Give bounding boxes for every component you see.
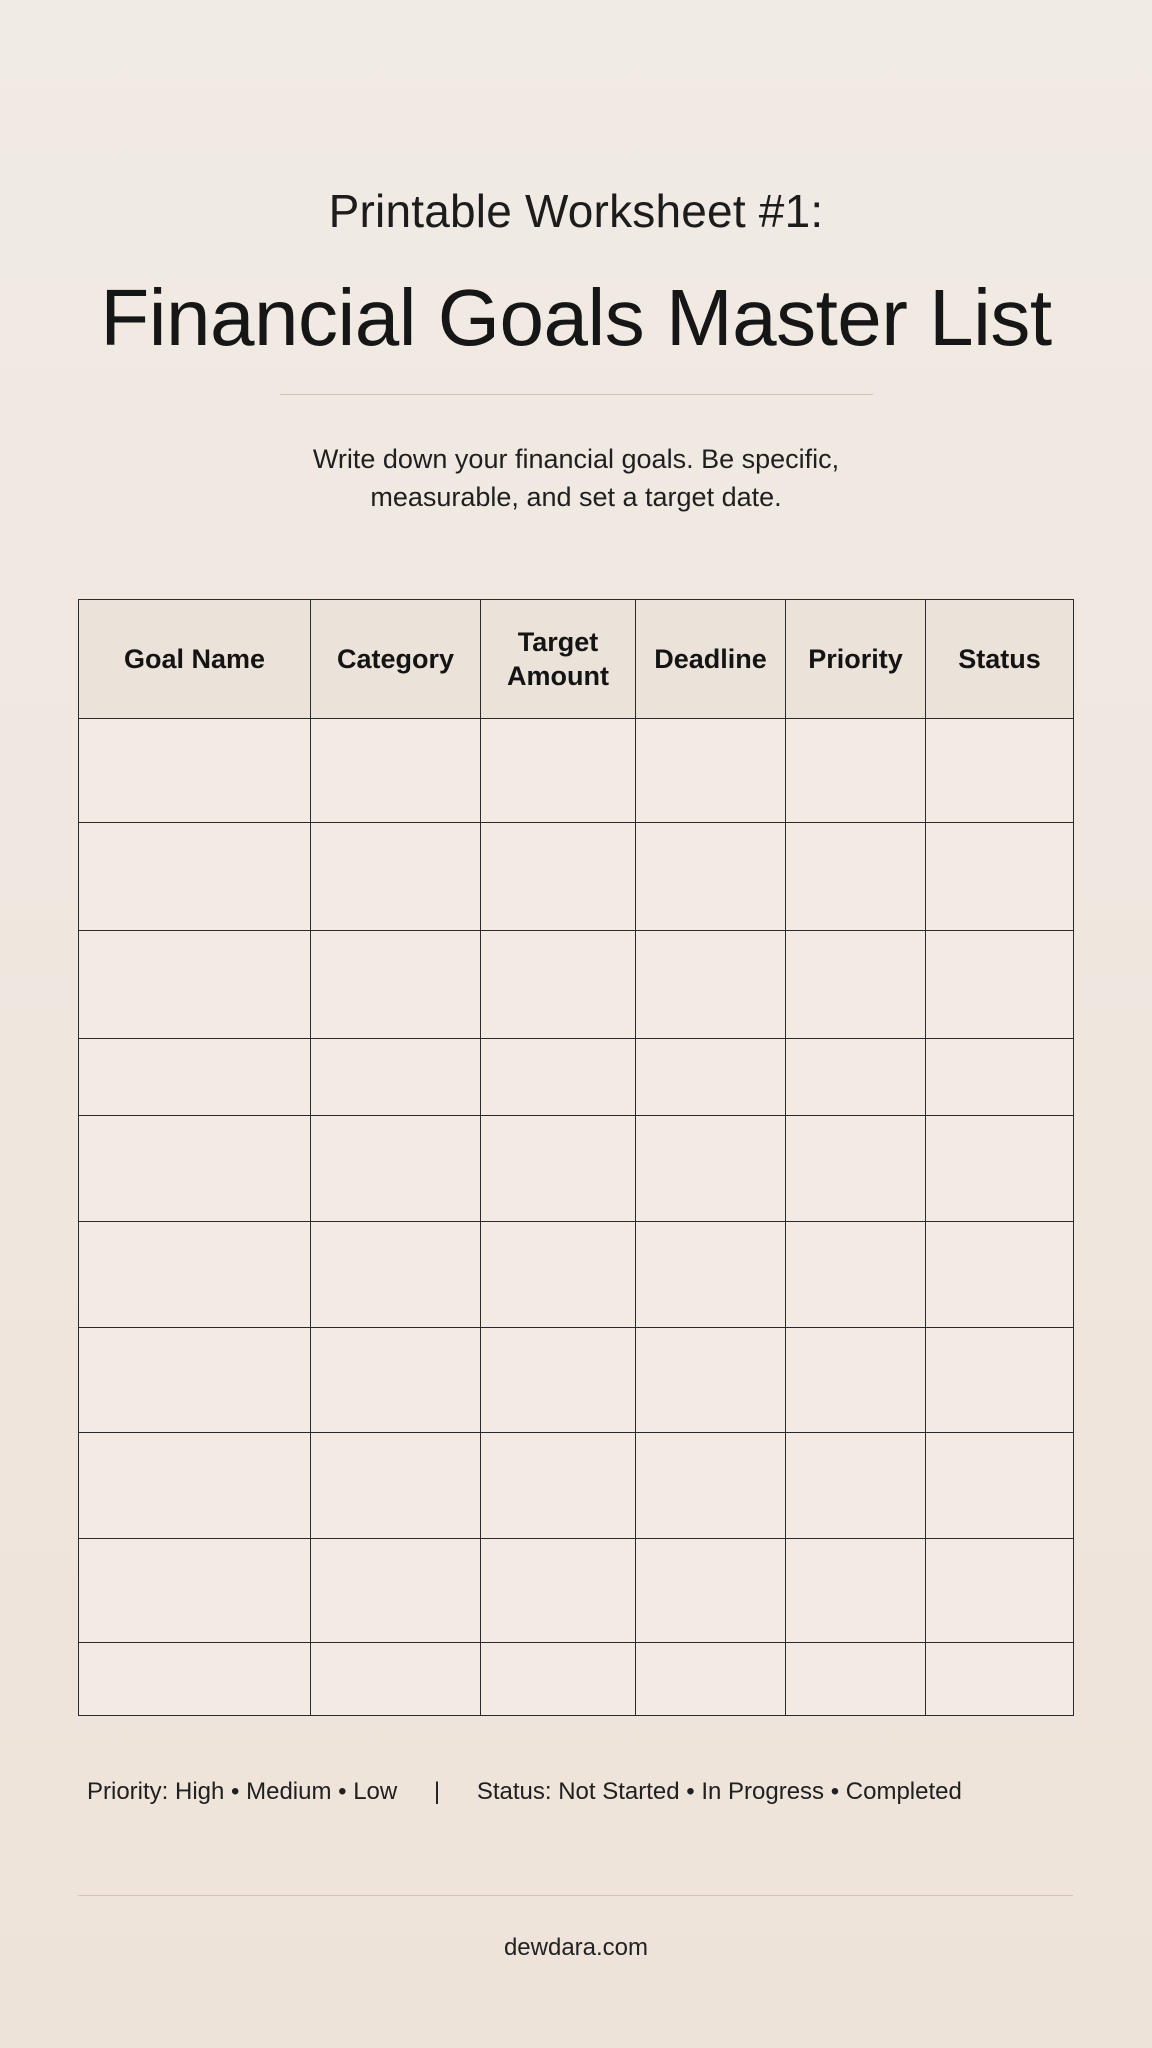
goal-name-cell[interactable]	[79, 1116, 311, 1222]
legend	[87, 1778, 962, 1806]
goal-name-cell[interactable]	[79, 1328, 311, 1433]
table-row	[79, 1643, 1074, 1716]
priority-cell[interactable]	[786, 1116, 926, 1222]
category-cell[interactable]	[311, 1433, 481, 1539]
priority-cell[interactable]	[786, 1643, 926, 1716]
status-cell[interactable]	[926, 1116, 1074, 1222]
column-header-target-amount-line-2: Amount	[507, 661, 609, 691]
priority-cell[interactable]	[786, 1539, 926, 1643]
category-cell[interactable]	[311, 931, 481, 1039]
status-cell[interactable]	[926, 931, 1074, 1039]
category-cell[interactable]	[311, 1116, 481, 1222]
deadline-cell[interactable]	[636, 1539, 786, 1643]
goal-name-cell[interactable]	[79, 931, 311, 1039]
status-cell[interactable]	[926, 1433, 1074, 1539]
worksheet-subtitle: Printable Worksheet #1:	[328, 185, 824, 237]
table-row	[79, 1539, 1074, 1643]
category-cell[interactable]	[311, 1328, 481, 1433]
target-amount-cell[interactable]	[481, 1328, 636, 1433]
column-header-target-amount	[481, 600, 636, 719]
column-header-status: Status	[926, 600, 1074, 719]
column-header-goal-name: Goal Name	[79, 600, 311, 719]
table-row	[79, 1433, 1074, 1539]
status-cell[interactable]	[926, 1039, 1074, 1116]
footer-site: dewdara.com	[503, 1934, 649, 1961]
goal-name-cell[interactable]	[79, 1222, 311, 1328]
status-cell[interactable]	[926, 719, 1074, 823]
table-row	[79, 1116, 1074, 1222]
status-cell[interactable]	[926, 823, 1074, 931]
footer-divider	[78, 1895, 1073, 1896]
priority-legend: Priority: High • Medium • Low	[87, 1778, 398, 1805]
table-row	[79, 931, 1074, 1039]
legend-separator: |	[433, 1778, 441, 1805]
column-header-category: Category	[311, 600, 481, 719]
table-header-row	[79, 600, 1074, 719]
goal-name-cell[interactable]	[79, 823, 311, 931]
status-cell[interactable]	[926, 1328, 1074, 1433]
deadline-cell[interactable]	[636, 931, 786, 1039]
table-row	[79, 823, 1074, 931]
status-legend: Status: Not Started • In Progress • Completed	[476, 1778, 962, 1805]
target-amount-cell[interactable]	[481, 1039, 636, 1116]
deadline-cell[interactable]	[636, 1328, 786, 1433]
priority-cell[interactable]	[786, 1328, 926, 1433]
status-cell[interactable]	[926, 1643, 1074, 1716]
category-cell[interactable]	[311, 719, 481, 823]
table-row	[79, 1222, 1074, 1328]
table-row	[79, 1328, 1074, 1433]
target-amount-cell[interactable]	[481, 931, 636, 1039]
deadline-cell[interactable]	[636, 1039, 786, 1116]
target-amount-cell[interactable]	[481, 1116, 636, 1222]
goal-name-cell[interactable]	[79, 1539, 311, 1643]
table-row	[79, 719, 1074, 823]
goal-name-cell[interactable]	[79, 1433, 311, 1539]
priority-cell[interactable]	[786, 719, 926, 823]
deadline-cell[interactable]	[636, 1643, 786, 1716]
status-cell[interactable]	[926, 1222, 1074, 1328]
status-cell[interactable]	[926, 1539, 1074, 1643]
title-divider	[280, 394, 873, 395]
goal-name-cell[interactable]	[79, 719, 311, 823]
column-header-priority: Priority	[786, 600, 926, 719]
target-amount-cell[interactable]	[481, 1222, 636, 1328]
deadline-cell[interactable]	[636, 823, 786, 931]
priority-cell[interactable]	[786, 1433, 926, 1539]
instructions-line-2: measurable, and set a target date.	[370, 482, 782, 512]
goal-name-cell[interactable]	[79, 1039, 311, 1116]
priority-cell[interactable]	[786, 823, 926, 931]
column-header-deadline: Deadline	[636, 600, 786, 719]
priority-cell[interactable]	[786, 1222, 926, 1328]
category-cell[interactable]	[311, 823, 481, 931]
goals-table	[78, 599, 1074, 1716]
priority-cell[interactable]	[786, 1039, 926, 1116]
category-cell[interactable]	[311, 1539, 481, 1643]
category-cell[interactable]	[311, 1643, 481, 1716]
column-header-target-amount-line-1: Target	[517, 627, 599, 657]
page-title: Financial Goals Master List	[100, 273, 1052, 362]
target-amount-cell[interactable]	[481, 823, 636, 931]
target-amount-cell[interactable]	[481, 1433, 636, 1539]
table-row	[79, 1039, 1074, 1116]
goal-name-cell[interactable]	[79, 1643, 311, 1716]
deadline-cell[interactable]	[636, 1116, 786, 1222]
instructions-line-1: Write down your financial goals. Be specific,	[312, 444, 840, 474]
category-cell[interactable]	[311, 1222, 481, 1328]
instructions	[226, 440, 926, 516]
category-cell[interactable]	[311, 1039, 481, 1116]
target-amount-cell[interactable]	[481, 1643, 636, 1716]
deadline-cell[interactable]	[636, 1433, 786, 1539]
deadline-cell[interactable]	[636, 1222, 786, 1328]
priority-cell[interactable]	[786, 931, 926, 1039]
target-amount-cell[interactable]	[481, 719, 636, 823]
deadline-cell[interactable]	[636, 719, 786, 823]
target-amount-cell[interactable]	[481, 1539, 636, 1643]
